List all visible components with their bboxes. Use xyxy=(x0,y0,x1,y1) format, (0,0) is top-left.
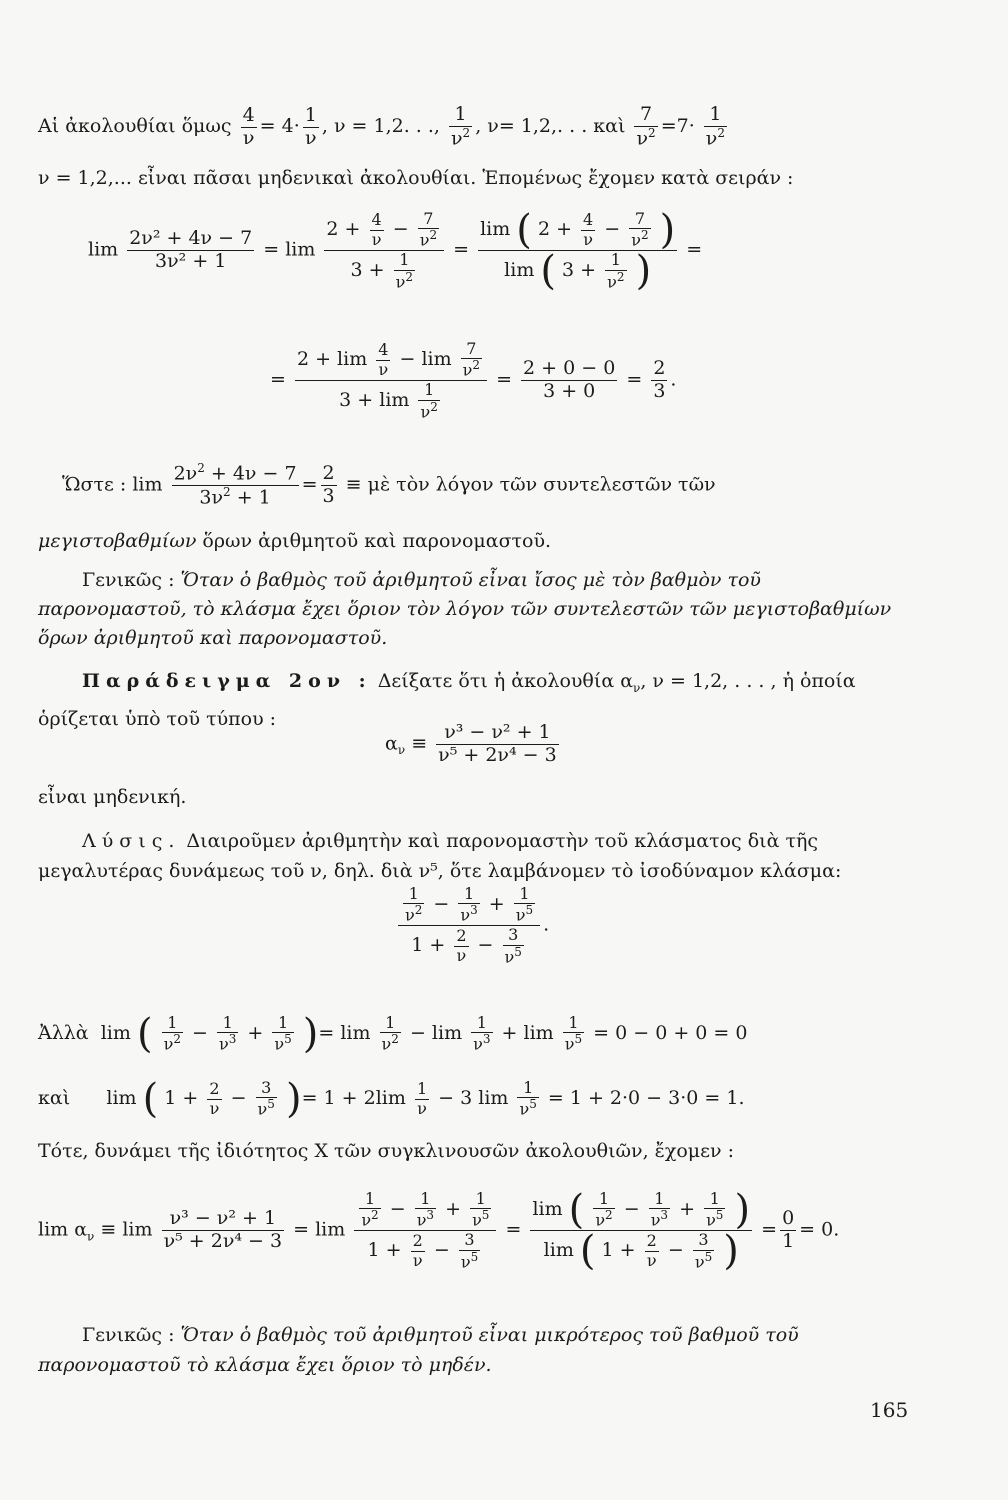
example-2-formula: $\alpha_\nu$ ≡ $\frac{\text{ν³ − ν² + 1}}{\text{ν⁵ + 2ν⁴ − 3}}$ xyxy=(385,721,557,766)
conclusion-1: Ὥστε : lim $\frac{2\nu^2 + 4\nu - 7}{3\nu^2 + 1}$ = $\frac{2}{3}$ ≡ μὲ τὸν λόγον τῶν συντελεστῶν τῶν xyxy=(62,461,716,509)
page-number: 165 xyxy=(870,1398,909,1422)
equation-5: καὶ lim ( 1 + $\frac{2}{\nu}$ − $\frac{3}{\nu^5}$ )= 1 + 2lim $\frac{1}{\nu}$ − 3 lim $\frac{1}{\nu^5}$ = 1 + 2·0 − 3·0 = 1. xyxy=(38,1076,745,1123)
then-line: Τότε, δυνάμει τῆς ἰδιότητος X τῶν συγκλινουσῶν ἀκολουθιῶν, ἔχομεν : xyxy=(38,1140,734,1162)
example-2: Παράδειγμα 2ον : Δείξατε ὅτι ἡ ἀκολουθία $\alpha_\nu$, ν = 1,2, . . . , ἡ ὁποία ὁρίζεται ὑπὸ τοῦ τύπου : xyxy=(38,670,856,730)
intro-lead: Αἱ ἀκολουθίαι ὅμως xyxy=(38,115,232,138)
equation-2: = 2 + lim $\frac{4}{\nu}$ − lim $\frac{7}{\nu^2}$ 3 + lim $\frac{1}{\nu^2}$ = $\frac{2 + 0 - 0}{3 + 0}$ = $\frac{2}{3}$ . xyxy=(270,339,677,421)
solution: Λύσις. Διαιροῦμεν ἀριθμητὴν καὶ παρονομαστὴν τοῦ κλάσματος διὰ τῆς μεγαλυτέρας δυνάμεως τοῦ ν, δηλ. διὰ ν⁵, ὅτε λαμβάνομεν τὸ ἰσοδύναμον κλάσμα: xyxy=(38,830,842,882)
equation-3: $\frac{1}{\nu^2}$ − $\frac{1}{\nu^3}$ + $\frac{1}{\nu^5}$ 1 + $\frac{2}{\nu}$ − $\frac{3}{\nu^5}$ . xyxy=(395,885,549,966)
equation-4: Ἀλλὰ lim ( $\frac{1}{\nu^2}$ − $\frac{1}{\nu^3}$ + $\frac{1}{\nu^5}$ )= lim $\frac{1}{\nu^2}$ − lim $\frac{1}{\nu^3}$ + lim $\frac{1}{\nu^5}$ = 0 − 0 + 0 = 0 xyxy=(38,1011,748,1058)
and-word: καὶ xyxy=(593,115,626,138)
equation-1: lim $\frac{\text{2ν² + 4ν − 7}}{\text{3ν² + 1}}$ = lim 2 + $\frac{4}{\nu}$ − $\frac{7}{\nu^2}$ 3 + $\frac{1}{\nu^2}$ = lim ( 2 + $\frac{4}{\nu}$ − $\frac{7}{\nu^2}$ ) lim ( 3 + $\frac{1}{\nu^2}$ ) = xyxy=(88,207,703,295)
example-2-tail: εἶναι μηδενική. xyxy=(38,786,187,808)
conclusion-1-line2: μεγιστοβαθμίων ὅρων ἀριθμητοῦ καὶ παρονομαστοῦ. xyxy=(38,530,552,552)
equation-6: $\lim \alpha_\nu \equiv \lim$ $\frac{\text{ν³ − ν² + 1}}{\text{ν⁵ + 2ν⁴ − 3}}$ = lim $\frac{1}{\nu^2}$ − $\frac{1}{\nu^3}$ + $\frac{1}{\nu^5}$ 1 + $\frac{2}{\nu}$ − $\frac{3}{\nu^5}$ = lim ( $\frac{1}{\nu^2}$ − $\frac{1}{\nu^3}$ + $\frac{1}{\nu^5}$ ) lim ( 1 + $\frac{2}{\nu}$ − $\frac{3}{\nu^5}$ ) = $\frac{0}{1}$ = 0. xyxy=(38,1187,840,1275)
intro-line: Αἱ ἀκολουθίαι ὅμως $\frac{4}{\nu}$ = 4· $\frac{1}{\nu}$ , ν = 1,2. . ., $\frac{1}{\nu^2}$ , ν= 1,2,. . . καὶ $\frac{7}{\nu^2}$ =7· $\frac{1}{\nu^2}$ xyxy=(38,103,725,150)
intro-line-2: ν = 1,2,... εἶναι πᾶσαι μηδενικαὶ ἀκολουθίαι. Ἑπομένως ἔχομεν κατὰ σειράν : xyxy=(38,167,794,189)
general-1: Γενικῶς : Ὅταν ὁ βαθμὸς τοῦ ἀριθμητοῦ εἶναι ἴσος μὲ τὸν βαθμὸν τοῦ παρονομαστοῦ, τὸ κλάσμα ἔχει ὅριον τὸν λόγον τῶν συντελεστῶν τῶν μεγιστοβαθμίων ὅρων ἀριθμητοῦ καὶ παρονομαστοῦ. xyxy=(38,569,892,649)
general-2: Γενικῶς : Ὅταν ὁ βαθμὸς τοῦ ἀριθμητοῦ εἶναι μικρότερος τοῦ βαθμοῦ τοῦ παρονομαστοῦ τὸ κλάσμα ἔχει ὅριον τὸ μηδέν. xyxy=(38,1324,799,1376)
